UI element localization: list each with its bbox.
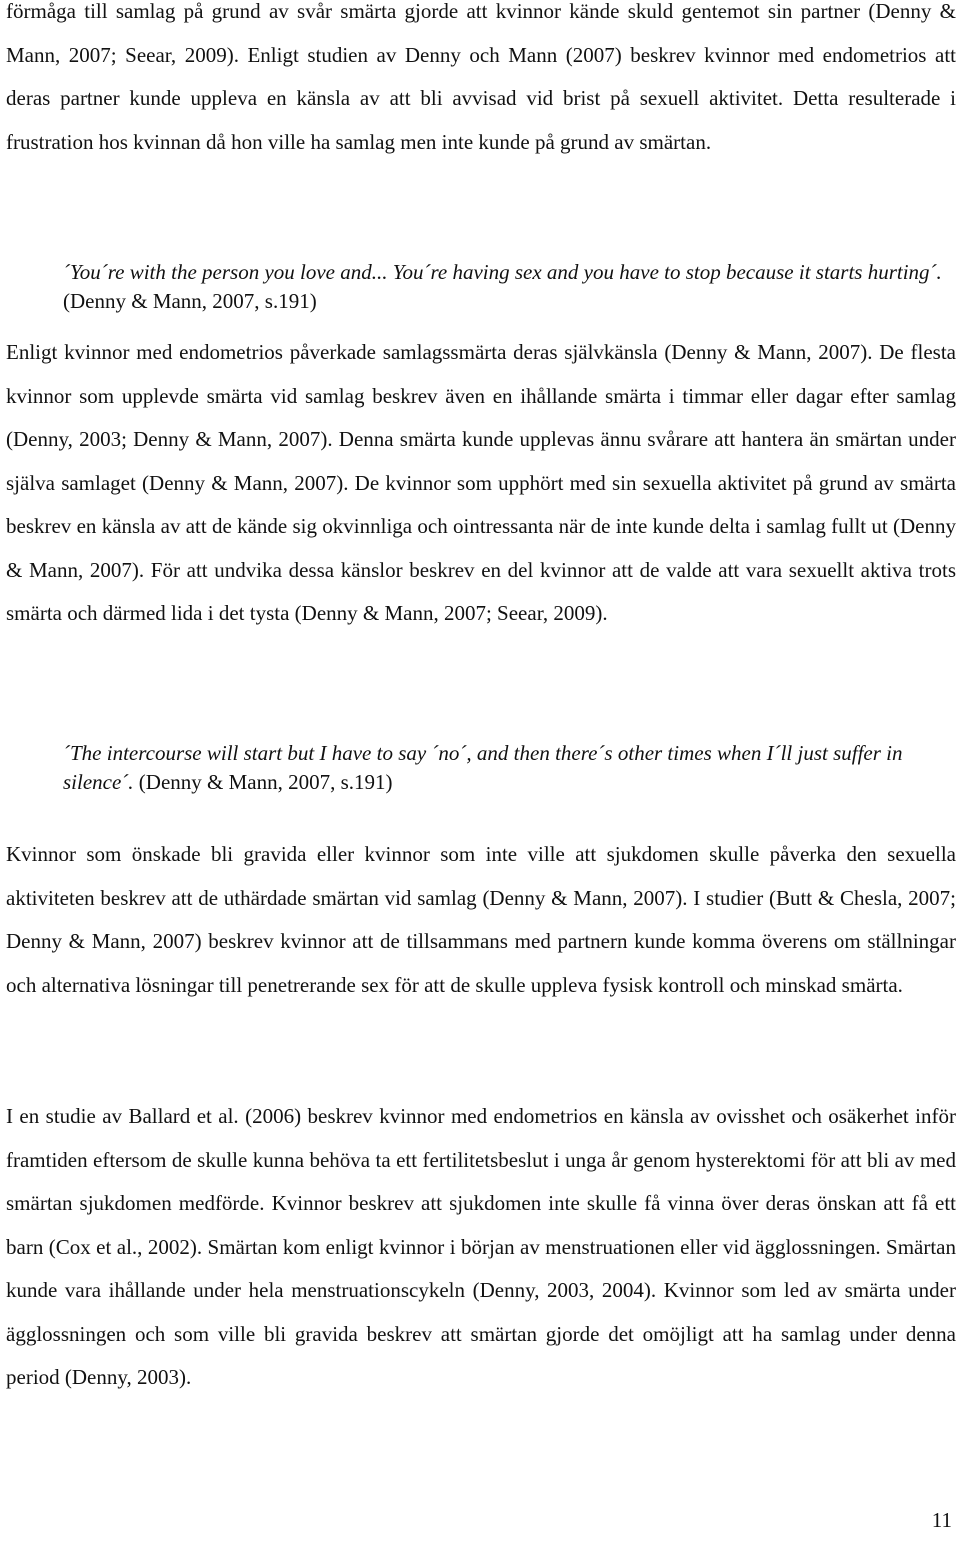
body-paragraph: Kvinnor som önskade bli gravida eller kvinnor som inte ville att sjukdomen skulle påverka den sexuella aktiviteten beskrev att de uthärdade smärtan vid samlag (Denny & Mann, 2007). I studier (Butt & Chesla, 2007; Denny & Mann, 2007) beskrev kvinnor att de tillsammans med partnern kunde komma överens om ställningar och alternativa lösningar till penetrerande sex för att de skulle uppleva fysisk kontroll och minskad smärta. [6,842,956,997]
body-paragraph: I en studie av Ballard et al. (2006) beskrev kvinnor med endometrios en känsla av ovisshet och osäkerhet inför framtiden eftersom de skulle kunna behöva ta ett fertilitetsbeslut i unga år genom hysterektomi för att bli av med smärtan sjukdomen medförde. Kvinnor beskrev att sjukdomen inte skulle få vinna över deras önskan att få ett barn (Cox et al., 2002). Smärtan kom enligt kvinnor i början av menstruationen eller vid ägglossningen. Smärtan kunde vara ihållande under hela menstruationscykeln (Denny, 2003, 2004). Kvinnor som led av smärta under ägglossningen och som ville bli gravida beskrev att smärtan gjorde det omöjligt att ha samlag under denna period (Denny, 2003). [6,1104,956,1389]
block-quote [63,258,958,316]
page-number: 11 [931,1508,952,1532]
block-quote [63,739,958,797]
quote-text: ´You´re with the person you love and... You´re having sex and you have to stop because it starts hurting´. [63,260,942,284]
quote-text: ´The intercourse will start but I have to say ´no´, and then there´s other times when I´ll just suffer in silence´. [63,741,903,794]
body-paragraph: Enligt kvinnor med endometrios påverkade samlagssmärta deras självkänsla (Denny & Mann, 2007). De flesta kvinnor som upplevde smärta vid samlag beskrev även en ihållande smärta i timmar eller dagar efter samlag (Denny, 2003; Denny & Mann, 2007). Denna smärta kunde upplevas ännu svårare att hantera än smärtan under själva samlaget (Denny & Mann, 2007). De kvinnor som upphört med sin sexuella aktivitet på grund av smärta beskrev en känsla av att de kände sig okvinnliga och ointressanta när de inte kunde delta i samlag fullt ut (Denny & Mann, 2007). För att undvika dessa känslor beskrev en del kvinnor att de valde att vara sexuellt aktiva trots smärta och därmed lida i det tysta (Denny & Mann, 2007; Seear, 2009). [6,340,956,625]
quote-citation: (Denny & Mann, 2007, s.191) [63,289,317,313]
quote-citation: (Denny & Mann, 2007, s.191) [133,770,393,794]
body-paragraph: förmåga till samlag på grund av svår smärta gjorde att kvinnor kände skuld gentemot sin partner (Denny & Mann, 2007; Seear, 2009). Enligt studien av Denny och Mann (2007) beskrev kvinnor med endometrios att deras partner kunde uppleva en känsla av att bli avvisad vid brist på sexuell aktivitet. Detta resulterade i frustration hos kvinnan då hon ville ha samlag men inte kunde på grund av smärtan. [6,0,956,154]
